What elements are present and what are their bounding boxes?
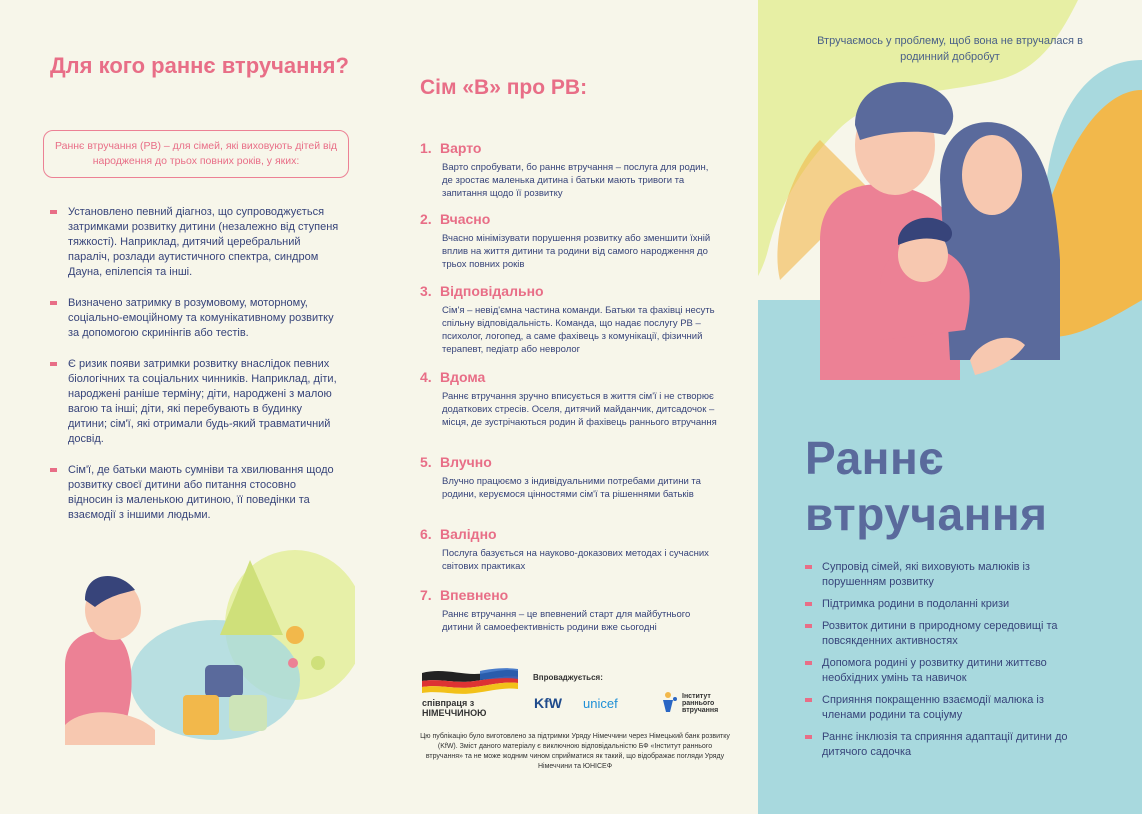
child-illustration [55, 545, 355, 805]
item-heading: Влучно [440, 454, 492, 470]
seven-v-title: Сім «В» про РВ: [420, 76, 588, 99]
item-heading: Відповідально [440, 283, 544, 299]
right-list [805, 560, 1075, 767]
list-item: Сім'ї, де батьки мають сумніви та хвилювання щодо розвитку своєї дитини або питання стосовно відносин із маленькою дитиною, її поведінки та взаємодії з іншими людьми. [50, 463, 340, 523]
kfw-logo: KfW [534, 695, 562, 711]
institute-icon [660, 690, 680, 714]
list-item: 2. Вчасно Вчасно мінімізувати порушення розвитку або зменшити їхній вплив на життя дитини та родини від самого народження до трьох повних років [420, 211, 711, 270]
bullet-icon [805, 565, 812, 569]
item-heading: Варто [440, 140, 482, 156]
tagline: Втручаємось у проблему, щоб вона не втручалася в родинний добробут [817, 35, 1083, 63]
item-heading: Валідно [440, 526, 497, 542]
intro-box: Раннє втручання (РВ) – для сімей, які виховують дітей від народження до трьох повних років, у яких: [43, 130, 349, 178]
list-item: Підтримка родини в подоланні кризи [805, 597, 1075, 612]
german-flag-icon [420, 665, 520, 697]
bullet-icon [805, 661, 812, 665]
bullet-icon [50, 210, 57, 214]
list-item: 6. Валідно Послуга базується на науково-доказових методах і сучасних світових практиках [420, 526, 709, 572]
list-item: Розвиток дитини в природному середовищі та повсякденних активностях [805, 619, 1075, 649]
disclaimer: Цю публікацію було виготовлено за підтримки Уряду Німеччини через Німецький банк розвитку (KfW). Зміст даного матеріалу є виключною відповідальністю БФ «Інститут раннього втручання» та не може жодним чином сприйматися як такий, що відображає погляди Уряду Німеччини та ЮНІСЕФ [420, 733, 730, 770]
hero-title: Раннє втручання [805, 432, 1048, 540]
implemented-label: Впроваджується: [533, 673, 603, 682]
bullet-icon [805, 698, 812, 702]
list-item: Є ризик появи затримки розвитку внаслідок певних біологічних та соціальних чинників. Наприклад, діти, народжені раніше терміну; діти, народжені з малою вагою та інші; діти, які перебувають в будинку дитини; сім'ї, які отримали будь-який травматичний досвід. [50, 357, 340, 447]
bullet-icon [50, 301, 57, 305]
list-item: Визначено затримку в розумовому, моторному, соціально-емоційному та комунікативному розвитку за допомогою скринінгів або тестів. [50, 296, 340, 341]
left-title: Для кого раннє втручання? [50, 53, 349, 78]
bullet-icon [805, 735, 812, 739]
list-item: 1. Варто Варто спробувати, бо раннє втручання – послуга для родин, де зростає маленька дитина і батьки мають тривоги та запитання щодо її розвитку [420, 140, 709, 199]
bullet-icon [50, 468, 57, 472]
list-item: 3. Відповідально Сім'я – невід'ємна частина команди. Батьки та фахівці несуть спільну відповідальність. Команда, що надає послугу РВ – психолог, логопед, а саме фахівець з комунікації, фізичний терапевт, педіатр або невролог [420, 283, 715, 355]
item-heading: Впевнено [440, 587, 509, 603]
list-item: 5. Влучно Влучно працюємо з індивідуальними потребами дитини та родини, керуємося цінностями сім'ї та рішеннями батьків [420, 454, 701, 500]
bullet-icon [50, 362, 57, 366]
list-item: Супровід сімей, які виховують малюків із порушенням розвитку [805, 560, 1075, 590]
list-item: Допомога родині у розвитку дитини життєво необхідних умінь та навичок [805, 656, 1075, 686]
bullet-icon [805, 602, 812, 606]
institute-logo: Інститут раннього втручання [660, 690, 740, 720]
list-item: Установлено певний діагноз, що супроводжується затримками розвитку дитини (незалежно від ступеня тяжкості). Наприклад, дитячий церебральний параліч, розлади аутистичного спектра, синдром Дауна, епілепсія та інші. [50, 205, 340, 280]
partner-logos [420, 665, 740, 725]
left-list [50, 205, 340, 539]
list-item: 4. Вдома Раннє втручання зручно вписується в життя сім'ї і не створює додаткових стресів. Оселя, дитячий майданчик, дитсадочок – місця, де зустрічаються родин й фахівець раннього втручання [420, 369, 717, 428]
list-item: Раннє інклюзія та сприяння адаптації дитини до дитячого садочка [805, 730, 1075, 760]
family-illustration [760, 60, 1060, 420]
list-item: 7. Впевнено Раннє втручання – це впевнений старт для майбутнього дитини й самоефективність родини вже сьогодні [420, 587, 691, 633]
unicef-logo: unicef [583, 696, 618, 711]
item-heading: Вчасно [440, 211, 491, 227]
list-item: Сприяння покращенню взаємодії малюка із членами родини та соціуму [805, 693, 1075, 723]
item-heading: Вдома [440, 369, 486, 385]
germany-cooperation-logo: співпраця з НІМЕЧЧИНОЮ [420, 665, 520, 717]
bullet-icon [805, 624, 812, 628]
